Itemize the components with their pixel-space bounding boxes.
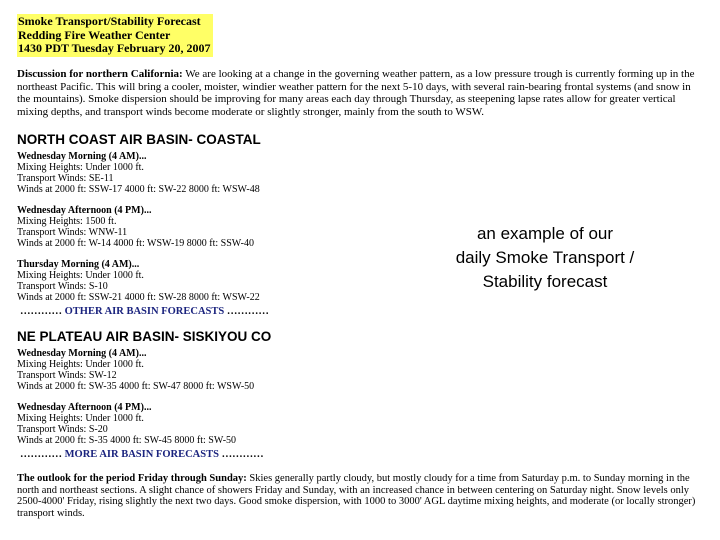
winds-aloft: Winds at 2000 ft: W-14 4000 ft: WSW-19 8000 ft: SSW-40 — [17, 238, 254, 249]
period-heading: Wednesday Afternoon (4 PM)... — [17, 402, 152, 413]
period-block — [17, 151, 260, 195]
period-heading: Thursday Morning (4 AM)... — [17, 259, 140, 270]
forecast-issue-time: 1430 PDT Tuesday February 20, 2007 — [18, 41, 211, 55]
more-air-basin-forecasts-link[interactable]: MORE AIR BASIN FORECASTS — [64, 449, 219, 460]
mixing-heights: Mixing Heights: 1500 ft. — [17, 216, 117, 227]
transport-winds: Transport Winds: WNW-11 — [17, 227, 128, 238]
forecast-center: Redding Fire Weather Center — [18, 27, 171, 42]
more-forecasts-row — [20, 306, 269, 317]
outlook-text: Skies generally partly cloudy, but mostly cloudy for a time from Saturday p.m. to Sunday morning in the north and northeast sections. A slight chance of showers Friday and Sunday, with an increased chance in between centering on Saturday night. Snow levels only 2500-4000' Friday, rising slightly the next two days. Good smoke dispersion, with 1000 to 3000' AGL daytime mixing heights, and moderate (or locally stronger) transport winds. — [17, 473, 696, 519]
winds-aloft: Winds at 2000 ft: SSW-17 4000 ft: SW-22 8000 ft: WSW-48 — [17, 184, 260, 195]
basin-title-north-coast: NORTH COAST AIR BASIN- COASTAL — [17, 132, 261, 147]
mixing-heights: Mixing Heights: Under 1000 ft. — [17, 162, 144, 173]
other-air-basin-forecasts-link[interactable]: OTHER AIR BASIN FORECASTS — [64, 306, 225, 317]
forecast-title: Smoke Transport/Stability Forecast — [18, 14, 201, 28]
mixing-heights: Mixing Heights: Under 1000 ft. — [17, 413, 144, 424]
dots-right: ………… — [221, 449, 264, 460]
caption-line: an example of our — [476, 224, 614, 243]
mixing-heights: Mixing Heights: Under 1000 ft. — [17, 359, 144, 370]
discussion-label: Discussion for northern California: — [17, 68, 183, 80]
dots-left: ………… — [20, 449, 62, 460]
dots-left: ………… — [20, 306, 62, 317]
outlook-paragraph — [17, 473, 707, 519]
period-heading: Wednesday Afternoon (4 PM)... — [17, 205, 152, 216]
forecast-header — [17, 14, 213, 57]
transport-winds: Transport Winds: S-10 — [17, 281, 108, 292]
winds-aloft: Winds at 2000 ft: SSW-21 4000 ft: SW-28 8000 ft: WSW-22 — [17, 292, 260, 303]
period-block — [17, 205, 254, 249]
period-heading: Wednesday Morning (4 AM)... — [17, 151, 147, 162]
period-heading: Wednesday Morning (4 AM)... — [17, 348, 147, 359]
discussion-paragraph — [17, 68, 702, 118]
more-forecasts-row — [20, 449, 264, 460]
mixing-heights: Mixing Heights: Under 1000 ft. — [17, 270, 144, 281]
caption-line: daily Smoke Transport / — [455, 248, 635, 267]
transport-winds: Transport Winds: SW-12 — [17, 370, 117, 381]
winds-aloft: Winds at 2000 ft: SW-35 4000 ft: SW-47 8000 ft: WSW-50 — [17, 381, 255, 392]
example-caption — [420, 222, 670, 294]
discussion-text: We are looking at a change in the governing weather pattern, as a low pressure trough is currently forming up in the northeast Pacific. This will bring a cooler, moister, windier weather pattern for the next 5-10 days, with several rain-bearing frontal systems (and snow in the mountains). Smoke dispersion should be improving for many areas each day through Thursday, as steepening lapse rates allow for greater vertical mixing depths, and transport winds become moderate or slightly stronger, mainly from the south to WSW. — [17, 68, 695, 118]
outlook-label: The outlook for the period Friday through Sunday: — [17, 473, 247, 484]
caption-line: Stability forecast — [482, 272, 608, 291]
transport-winds: Transport Winds: SE-11 — [17, 173, 114, 184]
period-block — [17, 402, 236, 446]
transport-winds: Transport Winds: S-20 — [17, 424, 108, 435]
winds-aloft: Winds at 2000 ft: S-35 4000 ft: SW-45 8000 ft: SW-50 — [17, 435, 237, 446]
period-block — [17, 348, 254, 392]
period-block — [17, 259, 260, 303]
dots-right: ………… — [226, 306, 269, 317]
basin-title-ne-plateau: NE PLATEAU AIR BASIN- SISKIYOU CO — [17, 329, 272, 344]
